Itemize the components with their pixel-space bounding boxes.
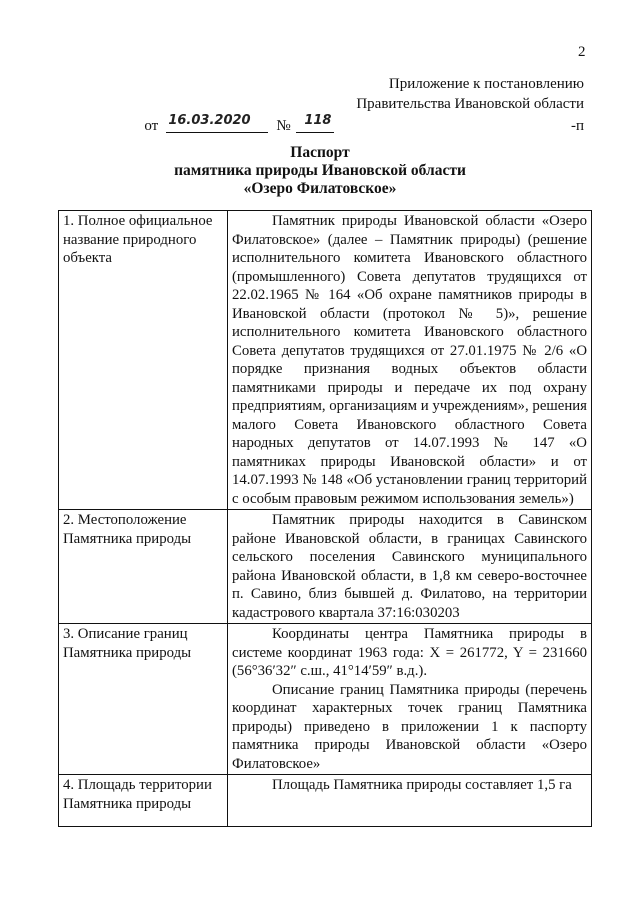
row-label: 1. Полное официальное название природного объекта <box>59 211 228 510</box>
row-paragraph: Описание границ Памятника природы (перечень координат характерных точек границ Памятника природы) приведено в приложении 1 к паспорту памятника природы Ивановской области «Озеро Филатовское» <box>232 681 587 772</box>
row-paragraph: Координаты центра Памятника природы в системе координат 1963 года: X = 261772, Y = 231660 (56°36′32″ с.ш., 41°14′59″ в.д.). <box>232 626 587 679</box>
row-description <box>228 510 592 624</box>
number-prefix: № <box>276 118 291 134</box>
row-description <box>228 775 592 827</box>
date-prefix: от <box>144 118 159 134</box>
document-title <box>0 144 640 198</box>
row-paragraph: Памятник природы находится в Савинском районе Ивановской области, в границах Савинского сельского поселения Савинского муниципального района Ивановской области, в 1,8 км северо-восточнее п. Савино, близ бывшей д. Филатово, на территории кадастрового квартала 37:16:030203 <box>232 512 587 621</box>
page-number: 2 <box>578 44 586 60</box>
date-handwritten: 16.03.2020 <box>168 113 251 128</box>
title-line-2: памятника природы Ивановской области <box>174 162 466 179</box>
appendix-line-1: Приложение к постановлению <box>388 76 584 92</box>
table-row <box>59 624 592 775</box>
number-handwritten: 118 <box>304 113 332 128</box>
appendix-block <box>144 74 584 136</box>
row-description <box>228 624 592 775</box>
row-label: 4. Площадь территории Памятника природы <box>59 775 228 827</box>
number-underline <box>296 132 334 133</box>
number-suffix: -п <box>570 118 584 134</box>
passport-table <box>58 210 592 827</box>
row-label: 3. Описание границ Памятника природы <box>59 624 228 775</box>
date-underline <box>166 132 268 133</box>
title-line-1: Паспорт <box>290 144 350 161</box>
row-paragraph: Площадь Памятника природы составляет 1,5 га <box>272 777 572 793</box>
row-description <box>228 211 592 510</box>
row-label: 2. Местоположение Памятника природы <box>59 510 228 624</box>
row-paragraph: Памятник природы Ивановской области «Озеро Филатовское» (далее – Памятник природы) (решение исполнительного комитета Ивановского областного (промышленного) Совета депутатов трудящихся от 22.02.1965 № 164 «Об охране памятников природы в Ивановской области (протокол № 5)», решение исполнительного комитета Ивановского областного Совета депутатов трудящихся от 27.01.1975 № 2/6 «О порядке признания водных объектов области памятниками природы и передаче их под охрану предприятиям, организациям и учреждениям», решения малого Совета Ивановского областного Совета народных депутатов от 14.07.1993 № 147 «О памятниках природы Ивановской области» и от 14.07.1993 № 148 «Об установлении границ территорий с особым правовым режимом использования земель») <box>232 213 587 507</box>
table-row <box>59 510 592 624</box>
title-line-3: «Озеро Филатовское» <box>243 180 397 197</box>
table-row <box>59 775 592 827</box>
table-row <box>59 211 592 510</box>
appendix-line-2: Правительства Ивановской области <box>356 96 584 112</box>
order-line <box>144 113 584 136</box>
